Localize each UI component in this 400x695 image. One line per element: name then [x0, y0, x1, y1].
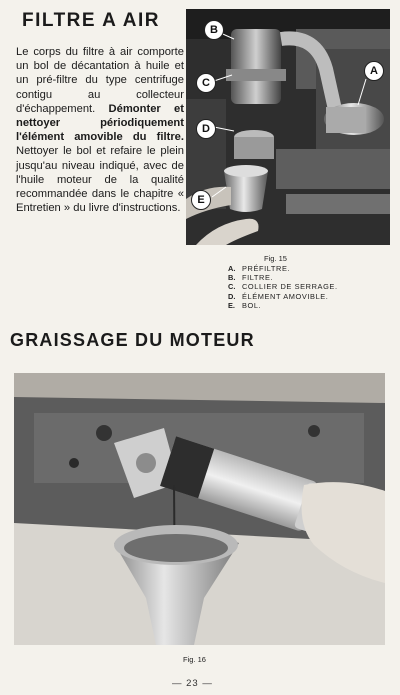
figure-15-legend	[228, 264, 338, 310]
figure-16-caption: Fig. 16	[183, 655, 206, 664]
paragraph-part-1: Le corps du filtre à air comporte un bol de décantation à huile et un pré-filtre du type centrifuge contigu au collecteur d'échappement.	[16, 46, 184, 115]
air-filter-photo-illustration	[186, 9, 390, 245]
legend-label: FILTRE.	[242, 273, 274, 283]
legend-label: COLLIER DE SERRAGE.	[242, 282, 338, 292]
engine-oil-photo-illustration	[14, 373, 385, 645]
legend-label: PRÉFILTRE.	[242, 264, 291, 273]
legend-key: E.	[228, 300, 235, 310]
air-filter-photo	[186, 9, 390, 245]
callout-a: A	[364, 61, 384, 81]
section-title-engine-lubrication: GRAISSAGE DU MOTEUR	[10, 330, 255, 350]
paragraph-part-2-bold: Démonter et nettoyer périodiquement l'élément amovible du filtre.	[16, 102, 184, 144]
air-filter-paragraph	[16, 45, 184, 215]
callout-d: D	[196, 119, 216, 139]
figure-15-caption: Fig. 15	[264, 254, 287, 263]
legend-key: C.	[228, 282, 236, 292]
callout-e: E	[191, 190, 211, 210]
paragraph-part-3: Nettoyer le bol et refaire le plein jusqu'au niveau indiqué, avec de l'huile moteur de la qualité recommandée dans le chapitre « Entretien » du livre d'instructions.	[16, 145, 184, 215]
legend-row-b	[228, 273, 338, 282]
legend-row-a	[228, 264, 338, 273]
page-number: — 23 —	[172, 678, 213, 689]
callout-c: C	[196, 73, 216, 93]
section-title-air-filter: FILTRE A AIR	[22, 10, 160, 31]
engine-oil-photo	[14, 373, 385, 645]
legend-key: B.	[228, 273, 236, 283]
legend-label: ÉLÉMENT AMOVIBLE.	[242, 291, 329, 301]
legend-key: A.	[228, 264, 236, 273]
legend-label: BOL.	[242, 300, 262, 310]
callout-b: B	[204, 20, 224, 40]
legend-row-e	[228, 301, 338, 310]
legend-row-d	[228, 292, 338, 301]
legend-row-c	[228, 282, 338, 291]
legend-key: D.	[228, 291, 236, 301]
